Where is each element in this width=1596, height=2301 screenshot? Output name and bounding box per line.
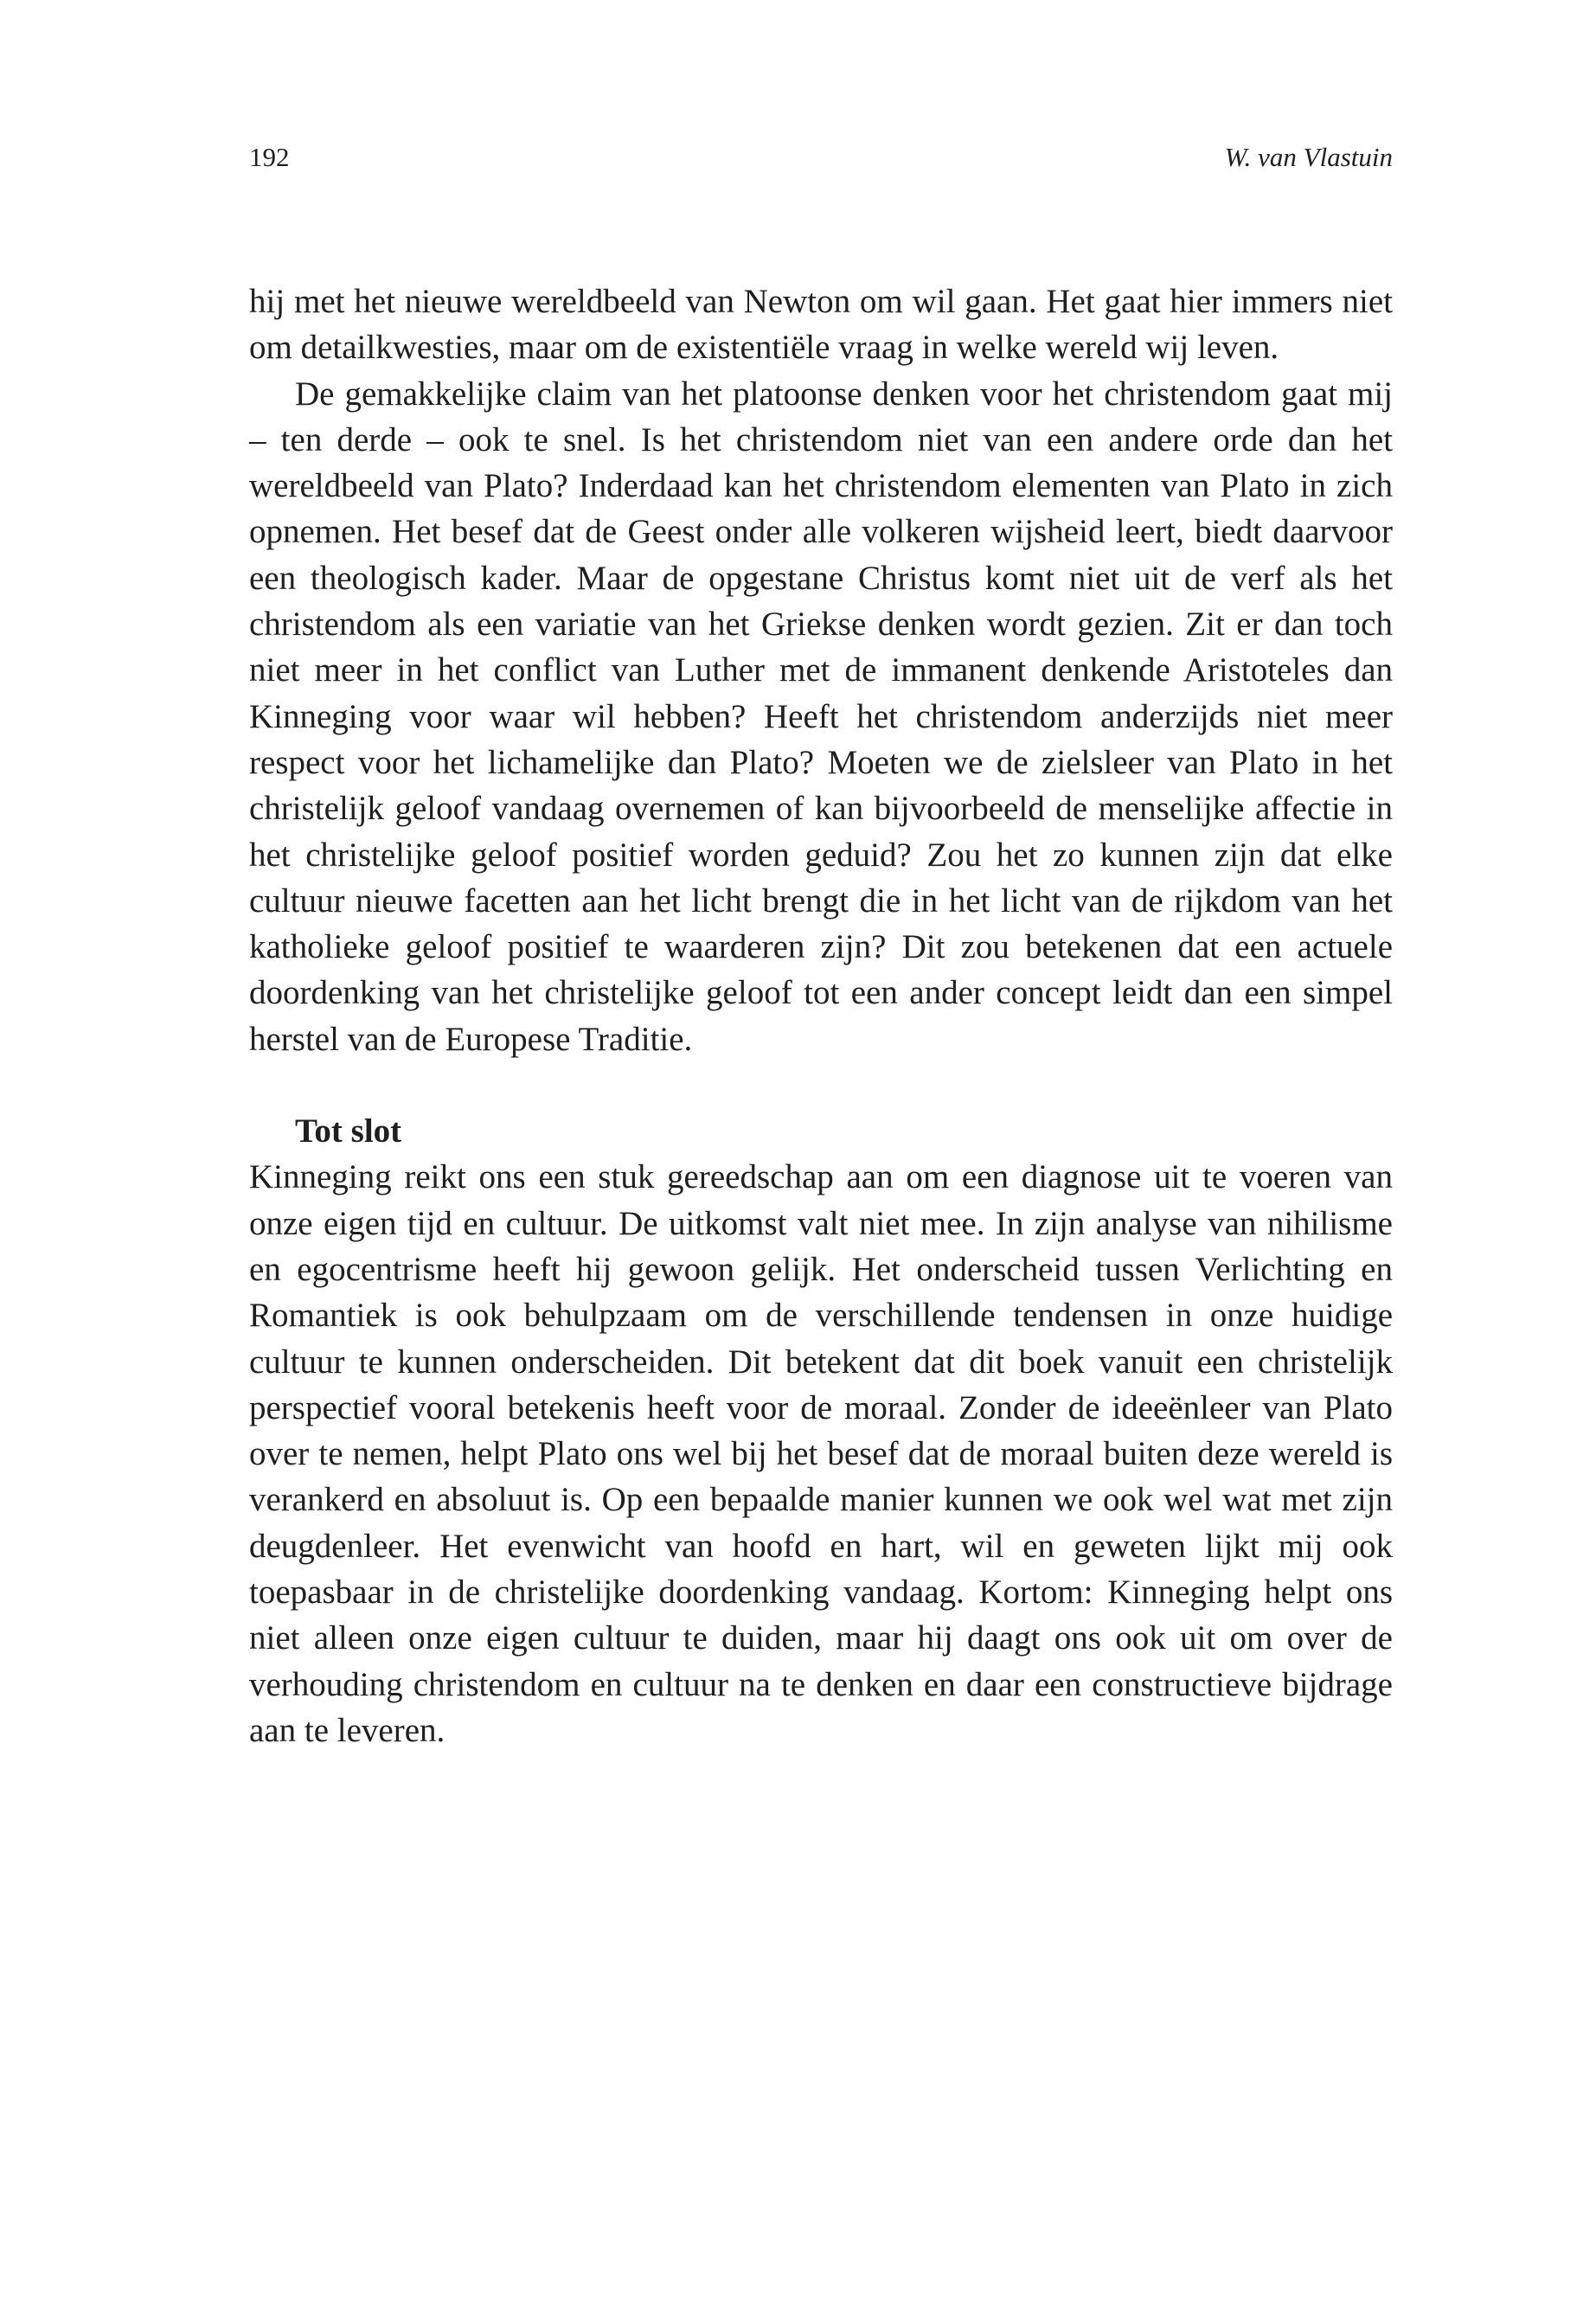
paragraph-platonic-claim: De gemakkelijke claim van het platoonse denken voor het christendom gaat mij – ten derde – ook te snel. Is het christendom niet van een andere orde dan het wereldbeeld van Plato? Inderdaad kan het christendom elementen van Plato in zich opnemen. Het besef dat de Geest onder alle volkeren wijsheid leert, biedt daarvoor een theologisch kader. Maar de opgestane Christus komt niet uit de verf als het christendom als een variatie van het Griekse denken wordt gezien. Zit er dan toch niet meer in het conflict van Luther met de immanent denkende Aristoteles dan Kinneging voor waar wil hebben? Heeft het christendom anderzijds niet meer respect voor het lichamelijke dan Plato? Moeten we de zielsleer van Plato in het christelijk geloof vandaag overnemen of kan bijvoorbeeld de menselijke affectie in het christelijke geloof positief worden geduid? Zou het zo kunnen zijn dat elke cultuur nieuwe facetten aan het licht brengt die in het licht van de rijkdom van het katholieke geloof positief te waarderen zijn? Dit zou betekenen dat een actuele doordenking van het christelijke geloof tot een ander concept leidt dan een simpel herstel van de Europese Traditie.	[249, 375, 1393, 1058]
paragraph-conclusion: Kinneging reikt ons een stuk gereedschap aan om een diagnose uit te voeren van onze eigen tijd en cultuur. De uitkomst valt niet mee. In zijn analyse van nihilisme en egocentrisme heeft hij gewoon gelijk. Het onderscheid tussen Verlichting en Romantiek is ook behulpzaam om de verschillende tendensen in onze huidige cultuur te kunnen onderscheiden. Dit betekent dat dit boek vanuit een christelijk perspectief vooral betekenis heeft voor de moraal. Zonder de ideeënleer van Plato over te nemen, helpt Plato ons wel bij het besef dat de moraal buiten deze wereld is verankerd en absoluut is. Op een bepaalde manier kunnen we ook wel wat met zijn deugdenleer. Het evenwicht van hoofd en hart, wil en geweten lijkt mij ook toepasbaar in de christelijke doordenking vandaag. Kortom: Kinneging helpt ons niet alleen onze eigen cultuur te duiden, maar hij daagt ons ook uit om over de verhouding christendom en cultuur na te denken en daar een constructieve bijdrage aan te leveren.	[249, 1158, 1393, 1749]
section-heading: Tot slot	[295, 1112, 402, 1150]
running-header	[249, 138, 1393, 176]
paragraph-continued: hij met het nieuwe wereldbeeld van Newton om wil gaan. Het gaat hier immers niet om detailkwesties, maar om de existentiële vraag in welke wereld wij leven.	[249, 283, 1393, 367]
page-number: 192	[249, 142, 290, 172]
running-head-author: W. van Vlastuin	[1224, 142, 1393, 172]
body-text	[249, 279, 1393, 1753]
